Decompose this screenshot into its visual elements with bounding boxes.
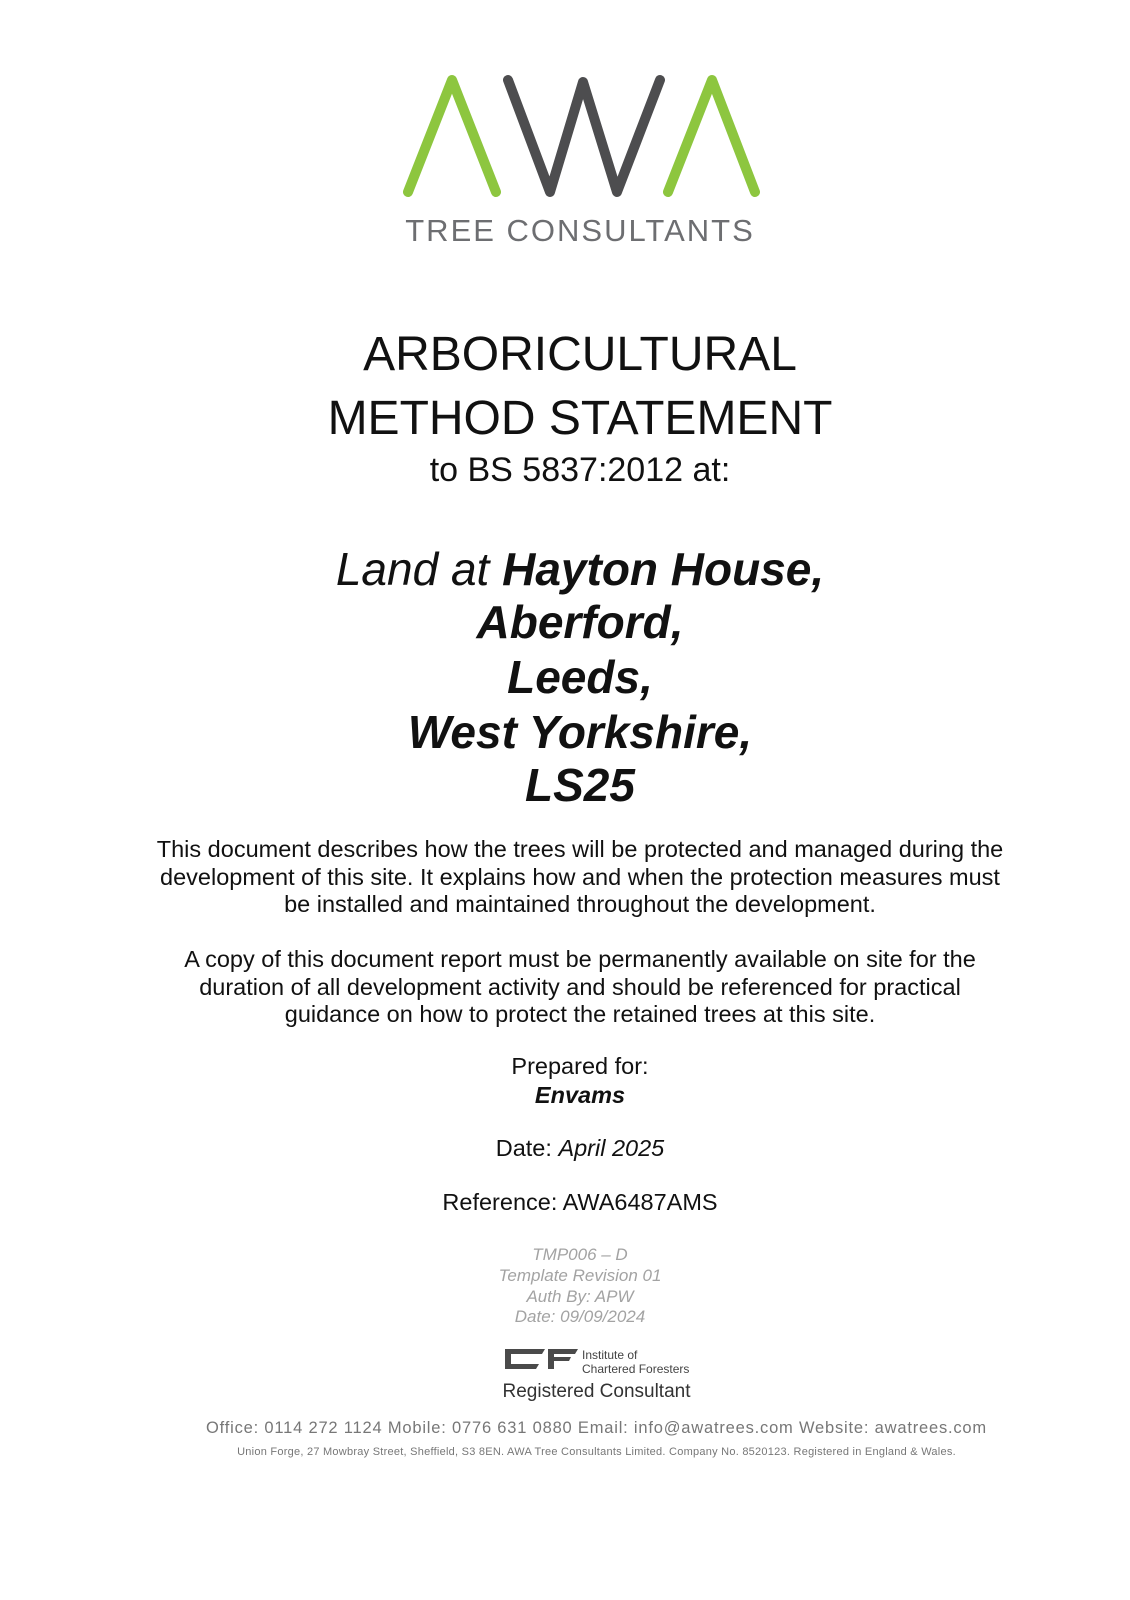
template-date: Date: 09/09/2024 xyxy=(514,1307,646,1326)
site-address-line-3: Leeds, xyxy=(507,651,653,703)
paragraph-line: A copy of this document report must be permanently available on site for the xyxy=(184,946,976,972)
date-value: April 2025 xyxy=(558,1135,665,1161)
site-address-line-4: West Yorkshire, xyxy=(407,706,753,758)
template-author: Auth By: APW xyxy=(526,1287,634,1306)
awa-logo xyxy=(395,70,765,205)
paragraph-line: duration of all development activity and should be referenced for practical xyxy=(199,974,961,1000)
document-title-line-1: ARBORICULTURAL xyxy=(363,328,797,381)
paragraph-line: guidance on how to protect the retained trees at this site. xyxy=(284,1001,876,1027)
paragraph-line: This document describes how the trees will be protected and managed during the xyxy=(156,836,1004,862)
icf-name-line-2: Chartered Foresters xyxy=(582,1362,690,1376)
footer-legal: Union Forge, 27 Mowbray Street, Sheffield, S3 8EN. AWA Tree Consultants Limited. Company No. 8520123. Registered in England & Wales. xyxy=(237,1446,956,1458)
document-reference xyxy=(30,1191,1130,1215)
site-postcode: LS25 xyxy=(525,759,635,811)
site-address-line-1 xyxy=(30,543,1130,595)
template-revision: Template Revision 01 xyxy=(498,1266,662,1285)
icf-logo-icon xyxy=(505,1348,579,1370)
document-standard: to BS 5837:2012 at: xyxy=(429,451,731,489)
logo-letter-w xyxy=(508,80,660,192)
logo-letter-a-right xyxy=(668,80,755,192)
prepared-for-label: Prepared for: xyxy=(511,1053,649,1079)
document-title-line-2: METHOD STATEMENT xyxy=(327,392,833,445)
reference-label: Reference: xyxy=(442,1189,563,1215)
paragraph-line: development of this site. It explains how and when the protection measures must xyxy=(160,864,1000,890)
logo-tagline: TREE CONSULTANTS xyxy=(405,213,755,248)
footer-contact: Office: 0114 272 1124 Mobile: 0776 631 0880 Email: info@awatrees.com Website: awatrees.com xyxy=(206,1419,987,1437)
template-code: TMP006 – D xyxy=(532,1245,628,1264)
paragraph-line: be installed and maintained throughout the development. xyxy=(284,891,876,917)
registered-consultant-label: Registered Consultant xyxy=(502,1381,691,1402)
reference-value: AWA6487AMS xyxy=(562,1189,718,1215)
icf-name-line-1: Institute of xyxy=(582,1348,638,1362)
logo-letter-a-left xyxy=(408,80,496,192)
document-date xyxy=(30,1137,1130,1161)
site-prefix: Land at xyxy=(335,543,503,595)
site-address-line-2: Aberford, xyxy=(476,596,684,648)
date-label: Date: xyxy=(495,1135,559,1161)
site-name: Hayton House, xyxy=(502,543,825,595)
client-name: Envams xyxy=(534,1082,626,1108)
